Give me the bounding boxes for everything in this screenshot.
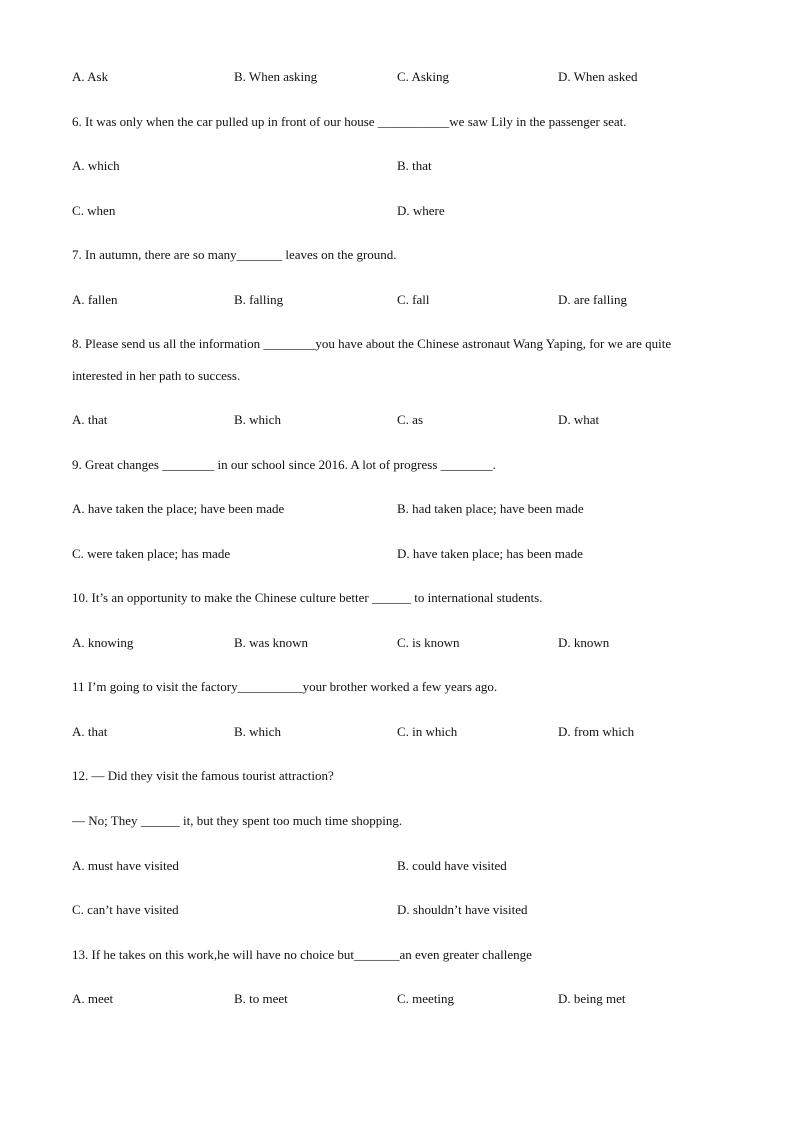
q5-option-a: A. Ask <box>72 69 109 84</box>
q13-option-c: C. meeting <box>397 991 455 1006</box>
q7-option-c: C. fall <box>397 292 430 307</box>
q8-option-b: B. which <box>234 412 281 427</box>
q8-option-c: C. as <box>397 412 423 427</box>
q12-stem-line2: — No; They ______ it, but they spent too much time shopping. <box>72 813 403 828</box>
q7-option-b: B. falling <box>234 292 284 307</box>
q9-stem: 9. Great changes ________ in our school since 2016. A lot of progress ________. <box>72 457 496 472</box>
q7-option-a: A. fallen <box>72 292 118 307</box>
q9-option-a: A. have taken the place; have been made <box>72 501 285 516</box>
q11-stem: 11 I’m going to visit the factory__________your brother worked a few years ago. <box>72 679 498 694</box>
q12-option-d: D. shouldn’t have visited <box>397 902 528 917</box>
q10-stem: 10. It’s an opportunity to make the Chinese culture better ______ to international students. <box>72 590 543 605</box>
q5-option-c: C. Asking <box>397 69 450 84</box>
q12-option-c: C. can’t have visited <box>72 902 179 917</box>
q11-option-b: B. which <box>234 724 281 739</box>
q8-option-a: A. that <box>72 412 108 427</box>
q6-stem: 6. It was only when the car pulled up in front of our house ___________we saw Lily in the passenger seat. <box>72 114 627 129</box>
q13-option-b: B. to meet <box>234 991 288 1006</box>
q11-option-d: D. from which <box>558 724 635 739</box>
q12-stem-line1: 12. — Did they visit the famous tourist attraction? <box>72 768 334 783</box>
q6-option-a: A. which <box>72 158 120 173</box>
q6-option-d: D. where <box>397 203 445 218</box>
q12-option-a: A. must have visited <box>72 858 179 873</box>
q6-option-c: C. when <box>72 203 116 218</box>
q9-option-c: C. were taken place; has made <box>72 546 231 561</box>
q13-option-a: A. meet <box>72 991 114 1006</box>
q11-option-c: C. in which <box>397 724 458 739</box>
q9-option-b: B. had taken place; have been made <box>397 501 584 516</box>
q8-stem-line1: 8. Please send us all the information ________you have about the Chinese astronaut Wang Yaping, for we are quite <box>72 336 672 351</box>
q6-option-b: B. that <box>397 158 432 173</box>
q10-option-b: B. was known <box>234 635 309 650</box>
q8-stem-line2: interested in her path to success. <box>72 368 241 383</box>
q13-stem: 13. If he takes on this work,he will have no choice but_______an even greater challenge <box>72 947 532 962</box>
q12-option-b: B. could have visited <box>397 858 507 873</box>
q7-option-d: D. are falling <box>558 292 627 307</box>
q5-option-d: D. When asked <box>558 69 638 84</box>
q10-option-c: C. is known <box>397 635 460 650</box>
q13-option-d: D. being met <box>558 991 626 1006</box>
q9-option-d: D. have taken place; has been made <box>397 546 583 561</box>
q10-option-d: D. known <box>558 635 610 650</box>
q8-option-d: D. what <box>558 412 600 427</box>
q11-option-a: A. that <box>72 724 108 739</box>
q5-option-b: B. When asking <box>234 69 318 84</box>
q10-option-a: A. knowing <box>72 635 134 650</box>
q7-stem: 7. In autumn, there are so many_______ leaves on the ground. <box>72 247 397 262</box>
